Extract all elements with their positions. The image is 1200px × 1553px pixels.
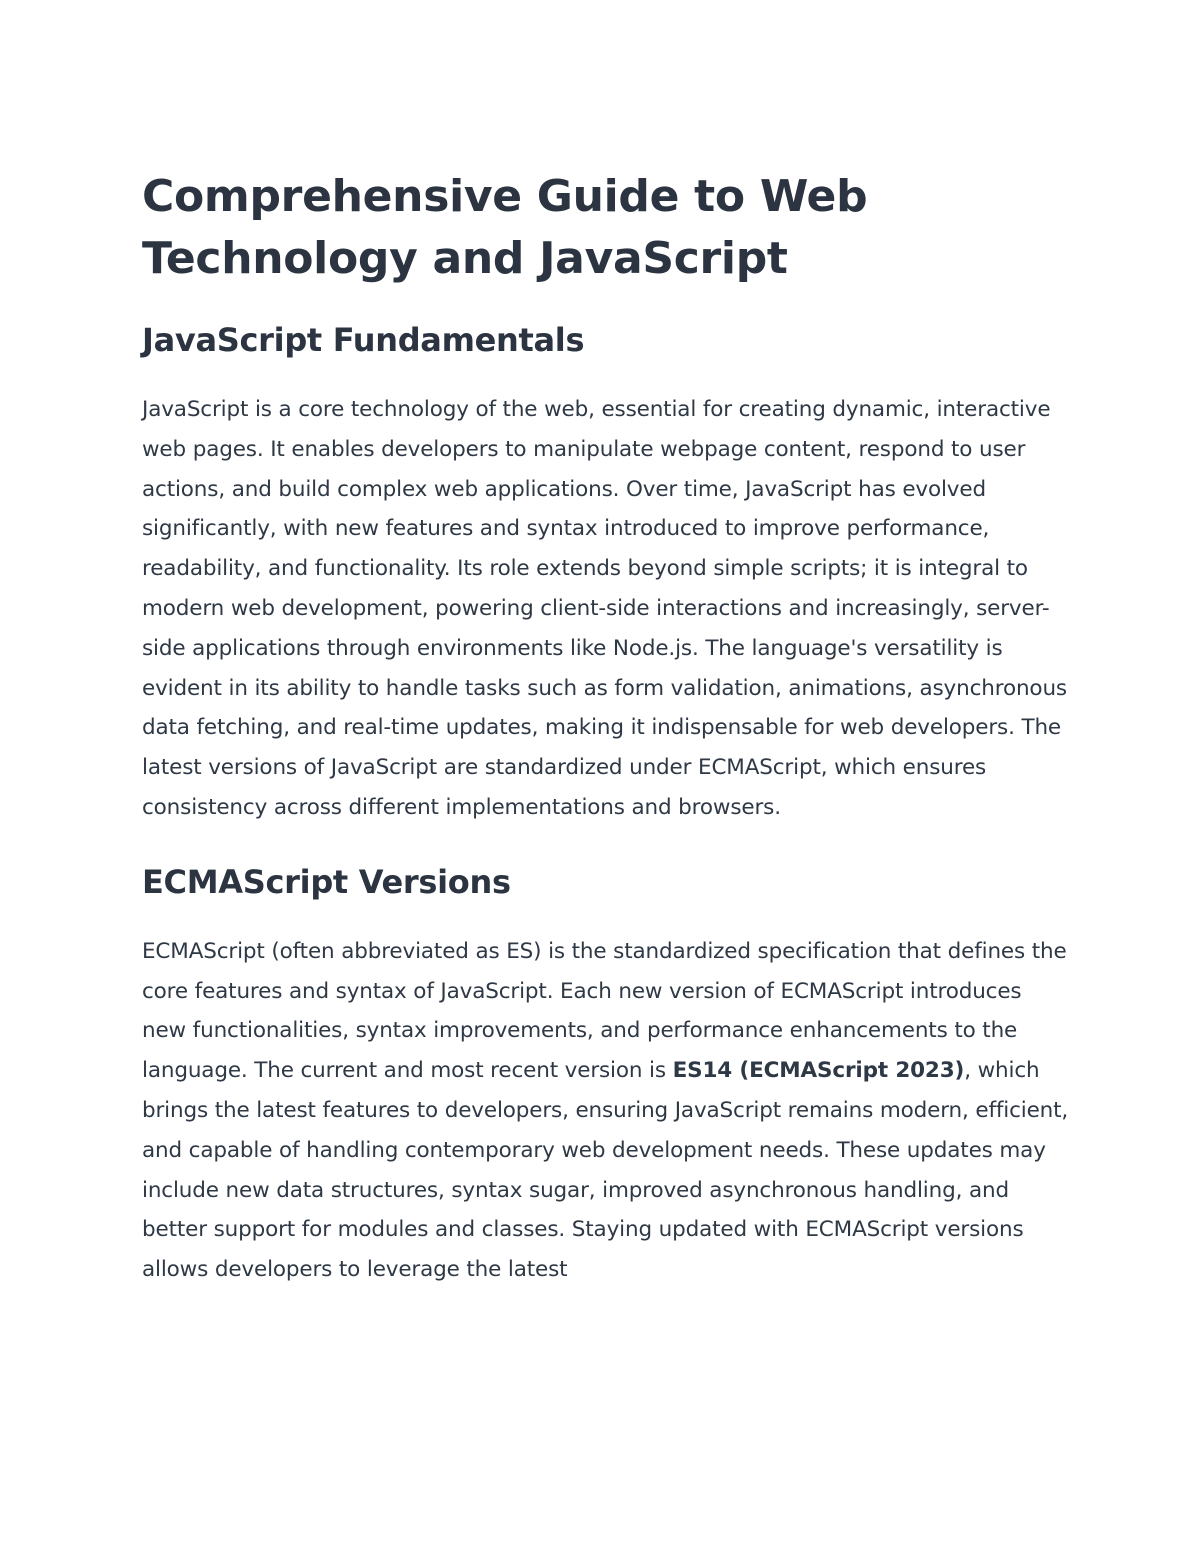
section-paragraph-javascript-fundamentals: JavaScript is a core technology of the web, essential for creating dynamic, interactive web pages. It enables developers to manipulate webpage content, respond to user actions, and build complex web applications. Over time, JavaScript has evolved significantly, with new features and syntax introduced to improve performance, readability, and functionality. Its role extends beyond simple scripts; it is integral to modern web development, powering client-side interactions and increasingly, server-side applications through environments like Node.js. The language's versatility is evident in its ability to handle tasks such as form validation, animations, asynchronous data fetching, and real-time updates, making it indispensable for web developers. The latest versions of JavaScript are standardized under ECMAScript, which ensures consistency across different implementations and browsers. [142, 397, 1067, 820]
section-heading-ecmascript-versions: ECMAScript Versions [142, 862, 511, 901]
paragraph-text-before-bold: ECMAScript (often abbreviated as ES) is the standardized specification that defines the core features and syntax of JavaScript. Each new version of ECMAScript introduces new functionalities, syntax improvements, and performance enhancements to the language. The current and most recent version is [142, 938, 1067, 1084]
section-paragraph-ecmascript-versions [142, 932, 1072, 1290]
paragraph-text-after-bold: , which brings the latest features to developers, ensuring JavaScript remains modern, efficient, and capable of handling contemporary web development needs. These updates may include new data structures, syntax sugar, improved asynchronous handling, and better support for modules and classes. Staying updated with ECMAScript versions allows developers to leverage the latest [142, 1058, 1069, 1283]
section-heading-javascript-fundamentals: JavaScript Fundamentals [142, 321, 585, 359]
paragraph-bold-version: ES14 (ECMAScript 2023) [672, 1058, 965, 1084]
document-page [142, 166, 1072, 1290]
document-title: Comprehensive Guide to Web Technology and JavaScript [142, 171, 868, 284]
